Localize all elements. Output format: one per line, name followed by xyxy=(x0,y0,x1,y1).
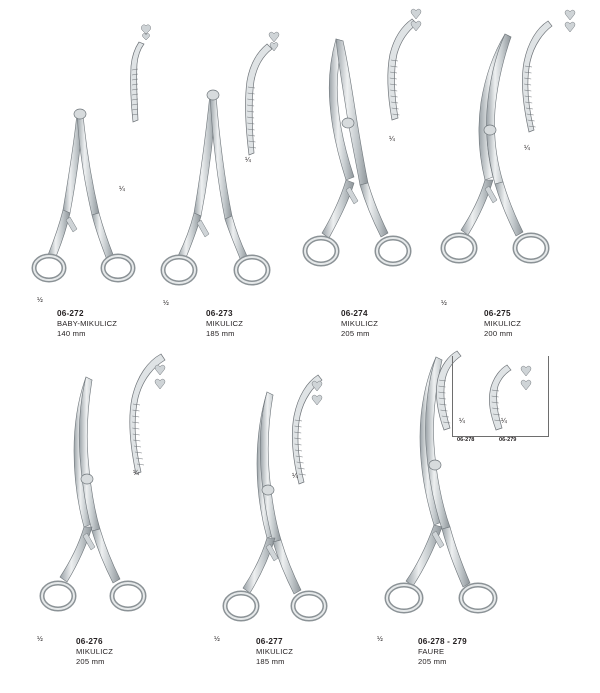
tip-symbol-icon xyxy=(303,370,333,415)
detail-code-06-278: 06-278 xyxy=(457,437,475,443)
jaw-detail-06-273 xyxy=(240,35,290,170)
name-06-273: MIKULICZ xyxy=(206,319,244,329)
code-06-276: 06-276 xyxy=(76,637,103,646)
jaw-symbol-06-276 xyxy=(146,352,176,397)
scale-06-276: ½ xyxy=(37,636,43,643)
code-06-277: 06-277 xyxy=(256,637,283,646)
jaw-tip-illustration xyxy=(112,20,157,180)
detail-bracket-06-278-279 xyxy=(452,356,549,437)
size-06-272: 140 mm xyxy=(57,329,86,339)
caption-06-276 xyxy=(76,636,113,668)
size-06-273: 185 mm xyxy=(206,329,235,339)
jaw-symbol-06-275 xyxy=(556,0,586,40)
jaw-tip-illustration xyxy=(518,22,568,147)
size-06-278-279: 205 mm xyxy=(418,657,447,667)
tip-symbol-icon xyxy=(146,352,176,397)
jaw-tip-illustration xyxy=(240,35,290,170)
detail-scale-06-276: ¼ xyxy=(133,470,139,477)
scale-06-273: ½ xyxy=(163,300,169,307)
code-06-274: 06-274 xyxy=(341,309,368,318)
scale-06-278-279: ½ xyxy=(377,636,383,643)
detail-scale-06-275: ¼ xyxy=(524,145,530,152)
code-06-272: 06-272 xyxy=(57,309,84,318)
scale-06-275: ½ xyxy=(441,300,447,307)
size-06-277: 185 mm xyxy=(256,657,285,667)
size-06-276: 205 mm xyxy=(76,657,105,667)
code-06-273: 06-273 xyxy=(206,309,233,318)
detail-scale-right-06-279: ¼ xyxy=(501,418,507,425)
caption-06-272 xyxy=(57,308,117,340)
tip-symbol-icon xyxy=(556,0,586,40)
size-06-274: 205 mm xyxy=(341,329,370,339)
name-06-274: MIKULICZ xyxy=(341,319,379,329)
caption-06-274 xyxy=(341,308,378,340)
tip-symbol-icon xyxy=(400,0,430,37)
detail-scale-06-274: ¼ xyxy=(389,136,395,143)
name-06-278-279: FAURE xyxy=(418,647,445,657)
name-06-277: MIKULICZ xyxy=(256,647,294,657)
scale-06-277: ½ xyxy=(214,636,220,643)
caption-06-278-279 xyxy=(418,636,467,668)
code-06-275: 06-275 xyxy=(484,309,511,318)
jaw-detail-06-272 xyxy=(112,20,157,180)
jaw-detail-06-275 xyxy=(518,22,568,147)
caption-06-277 xyxy=(256,636,293,668)
name-06-275: MIKULICZ xyxy=(484,319,522,329)
scale-06-272: ½ xyxy=(37,297,43,304)
caption-06-273 xyxy=(206,308,243,340)
size-06-275: 200 mm xyxy=(484,329,513,339)
detail-code-06-279: 06-279 xyxy=(499,437,517,443)
name-06-272: BABY-MIKULICZ xyxy=(57,319,118,329)
detail-scale-left-06-278: ¼ xyxy=(459,418,465,425)
jaw-symbol-06-274 xyxy=(400,0,430,37)
detail-scale-06-273: ¼ xyxy=(245,157,251,164)
detail-scale-06-272: ¼ xyxy=(119,186,125,193)
caption-06-275 xyxy=(484,308,521,340)
detail-scale-06-277: ¼ xyxy=(292,473,298,480)
jaw-symbol-06-277 xyxy=(303,370,333,415)
code-06-278-279: 06-278 - 279 xyxy=(418,637,467,646)
name-06-276: MIKULICZ xyxy=(76,647,114,657)
